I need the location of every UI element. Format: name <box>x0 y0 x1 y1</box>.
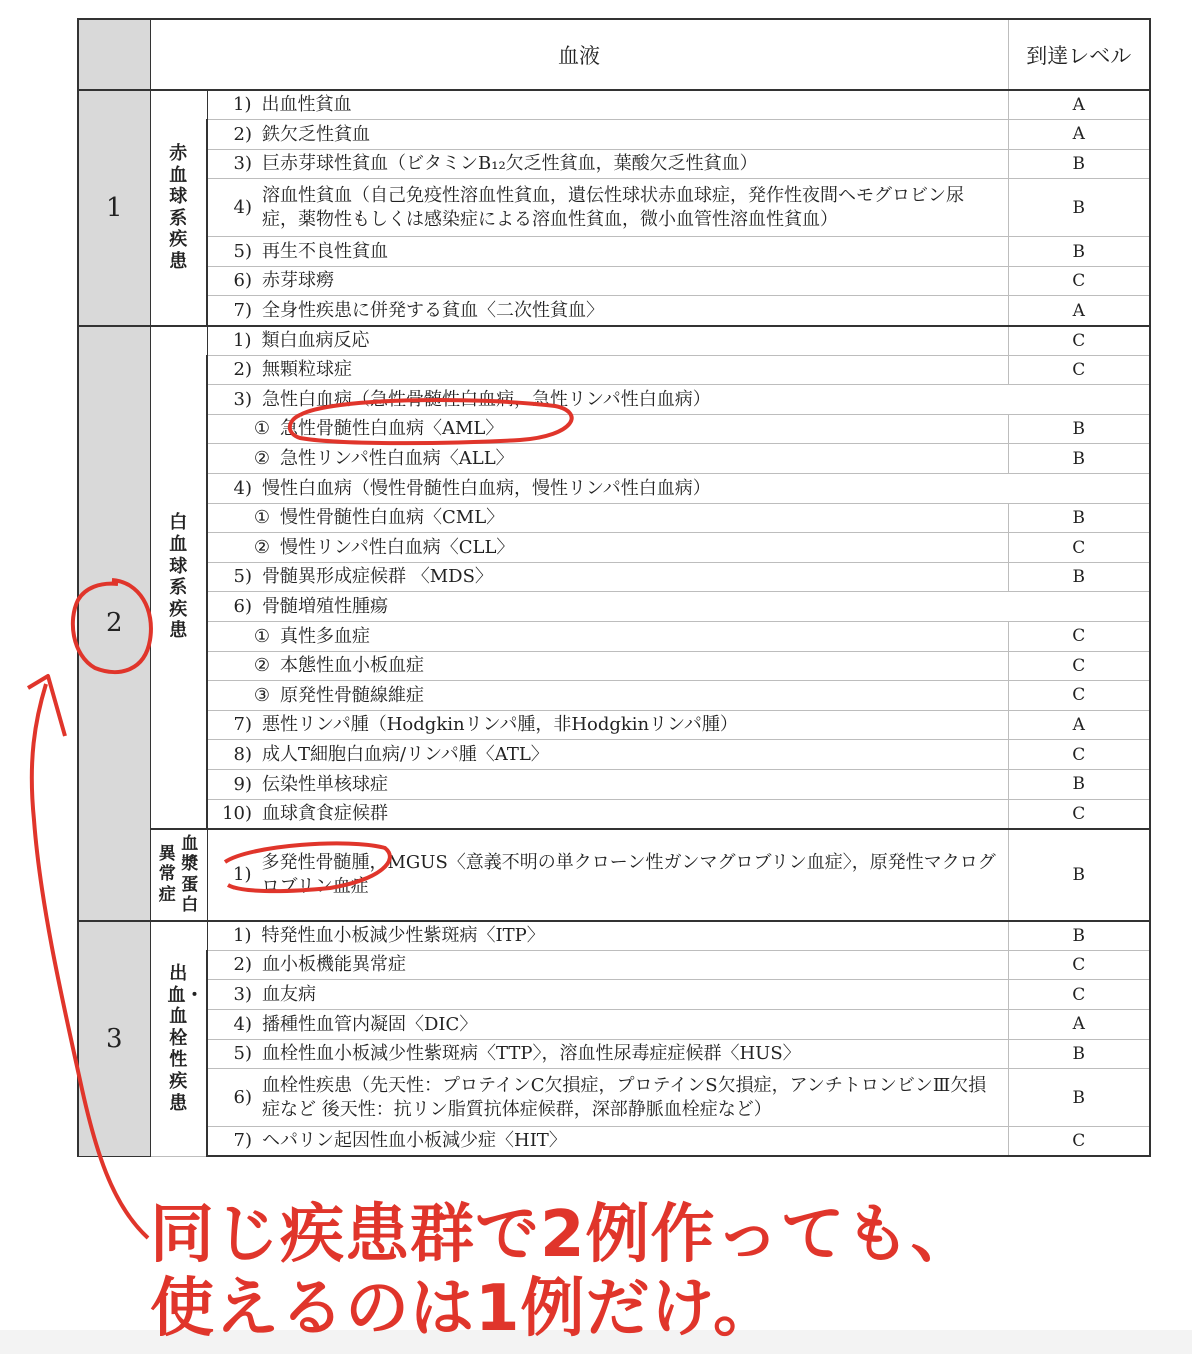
item-level: C <box>1008 681 1150 711</box>
item-row <box>220 1129 1008 1152</box>
item-text: 血小板機能異常症 <box>262 954 406 976</box>
item-number: 5) <box>233 1043 252 1065</box>
item-text: 特発性血小板減少性紫斑病〈ITP〉 <box>261 925 545 946</box>
group-number: 2 <box>78 326 150 921</box>
item-cell <box>207 237 1008 267</box>
item-cell <box>207 592 1150 622</box>
table-row <box>78 179 1150 237</box>
item-cell <box>207 1039 1008 1069</box>
table-row <box>78 592 1150 622</box>
table-row <box>78 444 1150 474</box>
item-cell <box>207 179 1008 237</box>
table-row <box>78 1069 1150 1127</box>
item-row <box>220 184 1008 231</box>
item-cell <box>207 1009 1008 1039</box>
group-category <box>150 921 207 1157</box>
item-row <box>220 1013 1008 1036</box>
item-level: C <box>1008 799 1150 829</box>
table-row <box>78 769 1150 799</box>
item-number: 3) <box>233 153 252 175</box>
item-cell <box>207 740 1008 770</box>
item-level: B <box>1008 921 1150 951</box>
table-row <box>78 622 1150 652</box>
table-row <box>78 799 1150 829</box>
item-row <box>220 953 1008 976</box>
table-row <box>78 355 1150 385</box>
item-cell <box>207 444 1008 474</box>
item-row <box>220 983 1008 1006</box>
group-category-label: 赤血球系疾患 <box>169 143 188 272</box>
item-text: 多発性骨髄腫，MGUS〈意義不明の単クローン性ガンマグロブリン血症〉，原発性マクログロブリン血症 <box>261 852 996 897</box>
item-text: 慢性白血病（慢性骨髄性白血病，慢性リンパ性白血病） <box>262 477 711 499</box>
group-category-label: 出血・血栓性疾患 <box>167 963 204 1114</box>
item-number: 10) <box>222 802 252 824</box>
item-row <box>220 477 1149 500</box>
item-level: B <box>1008 769 1150 799</box>
item-text: 類白血病反応 <box>261 329 370 351</box>
item-level: C <box>1008 533 1150 563</box>
table-row <box>78 710 1150 740</box>
item-text: 無顆粒球症 <box>262 359 352 381</box>
item-number: 8) <box>233 743 252 765</box>
item-sub-number: ③ <box>253 684 270 706</box>
item-number: 6) <box>233 270 252 292</box>
item-level: C <box>1008 980 1150 1010</box>
item-sub-number: ① <box>253 625 270 647</box>
item-cell <box>207 414 1008 444</box>
item-cell <box>207 503 1008 533</box>
item-number: 7) <box>233 299 252 321</box>
item-number: 2) <box>233 954 252 976</box>
item-text: 鉄欠乏性貧血 <box>262 123 370 145</box>
item-row <box>220 123 1008 146</box>
item-text: 伝染性単核球症 <box>262 773 388 795</box>
item-level: A <box>1008 90 1150 120</box>
item-text: 急性白血病（急性骨髄性白血病，急性リンパ性白血病） <box>262 388 711 410</box>
item-level: C <box>1008 950 1150 980</box>
item-cell <box>207 681 1008 711</box>
item-number: 4) <box>233 477 252 499</box>
item-row <box>220 358 1008 381</box>
item-number: 6) <box>233 596 252 617</box>
annotation-caption <box>150 1198 1170 1346</box>
item-number: 1) <box>233 329 252 351</box>
item-text: 巨赤芽球性貧血（ビタミンB₁₂欠乏性貧血，葉酸欠乏性貧血） <box>262 153 758 175</box>
header-row <box>78 19 1150 90</box>
group-number: 1 <box>78 90 150 326</box>
item-text: 真性多血症 <box>280 625 370 647</box>
item-cell <box>207 149 1008 179</box>
item-text: 急性リンパ性白血病〈ALL〉 <box>280 448 514 470</box>
item-level: B <box>1008 562 1150 592</box>
item-number: 5) <box>233 240 252 262</box>
table-row <box>78 1009 1150 1039</box>
item-row <box>220 536 1008 559</box>
item-cell <box>207 622 1008 652</box>
item-cell <box>207 355 1008 385</box>
item-cell <box>207 562 1008 592</box>
item-number: 3) <box>233 983 252 1005</box>
item-level: A <box>1008 120 1150 150</box>
table-row <box>78 950 1150 980</box>
item-level: C <box>1008 326 1150 356</box>
table-row <box>78 474 1150 504</box>
plasma-category <box>150 829 207 921</box>
table-row <box>78 1039 1150 1069</box>
item-level: C <box>1008 1127 1150 1157</box>
item-number: 9) <box>233 773 252 795</box>
item-level: C <box>1008 355 1150 385</box>
item-cell <box>207 710 1008 740</box>
item-cell <box>207 1127 1008 1157</box>
item-level: A <box>1008 296 1150 326</box>
item-number: 4) <box>233 197 252 219</box>
item-row <box>220 299 1008 322</box>
item-cell <box>207 651 1008 681</box>
table-row <box>78 385 1150 415</box>
item-sub-number: ② <box>253 655 270 677</box>
item-row <box>220 851 1008 898</box>
item-number: 5) <box>233 566 252 588</box>
item-number: 2) <box>233 123 252 145</box>
item-cell <box>207 769 1008 799</box>
group-category <box>150 326 207 829</box>
item-row <box>220 447 1008 470</box>
item-level: B <box>1008 444 1150 474</box>
table-row <box>78 533 1150 563</box>
table-row <box>78 414 1150 444</box>
item-level: B <box>1008 179 1150 237</box>
item-sub-number: ② <box>253 536 270 558</box>
item-number: 1) <box>233 925 252 946</box>
item-row <box>220 329 1008 352</box>
item-row <box>220 1042 1008 1065</box>
table-row <box>78 120 1150 150</box>
item-number: 7) <box>233 1130 252 1152</box>
item-row <box>220 565 1008 588</box>
plasma-category-col1: 異常症 <box>158 844 176 905</box>
item-cell <box>207 120 1008 150</box>
item-text: 悪性リンパ腫（Hodgkinリンパ腫，非Hodgkinリンパ腫） <box>262 714 738 736</box>
table-row <box>78 651 1150 681</box>
plasma-item-cell <box>207 829 1008 921</box>
item-level: C <box>1008 651 1150 681</box>
item-text: 赤芽球癆 <box>262 270 334 292</box>
blood-disease-table <box>77 18 1151 1157</box>
item-text: 血栓性血小板減少性紫斑病〈TTP〉，溶血性尿毒症症候群〈HUS〉 <box>262 1043 801 1065</box>
item-row <box>220 684 1008 707</box>
item-row <box>220 654 1008 677</box>
caption-line-2: 使えるのは1例だけ。 <box>150 1272 778 1346</box>
header-title: 血液 <box>150 19 1008 90</box>
item-row <box>220 240 1008 263</box>
item-text: 血球貪食症候群 <box>262 802 388 824</box>
table-row <box>78 503 1150 533</box>
item-cell <box>207 296 1008 326</box>
item-level: C <box>1008 266 1150 296</box>
item-cell <box>207 385 1150 415</box>
item-number: 3) <box>233 388 252 410</box>
table-row <box>78 90 1150 120</box>
item-row <box>220 924 1008 947</box>
item-cell <box>207 921 1008 951</box>
item-row <box>220 417 1008 440</box>
item-number: 7) <box>233 714 252 736</box>
item-level: B <box>1008 1039 1150 1069</box>
item-level: B <box>1008 149 1150 179</box>
table-row <box>78 980 1150 1010</box>
item-row <box>220 743 1008 766</box>
item-sub-number: ① <box>253 507 270 529</box>
table-row <box>78 562 1150 592</box>
item-level: A <box>1008 710 1150 740</box>
table-row <box>78 326 1150 356</box>
item-text: 骨髄異形成症候群 〈MDS〉 <box>262 566 493 588</box>
group-category-label: 白血球系疾患 <box>169 512 188 642</box>
item-cell <box>207 950 1008 980</box>
item-text: 溶血性貧血（自己免疫性溶血性貧血，遺伝性球状赤血球症，発作性夜間ヘモグロビン尿症，薬物性もしくは感染症による溶血性貧血，微小血管性溶血性貧血） <box>262 185 964 230</box>
item-text: 慢性骨髄性白血病〈CML〉 <box>280 507 505 529</box>
item-row <box>220 802 1008 825</box>
table-row <box>78 237 1150 267</box>
arrow-head <box>28 676 65 736</box>
item-text: 播種性血管内凝固〈DIC〉 <box>262 1013 478 1035</box>
item-text: 慢性リンパ性白血病〈CLL〉 <box>280 536 515 558</box>
item-cell <box>207 799 1008 829</box>
item-row <box>220 595 1149 618</box>
item-row <box>220 152 1008 175</box>
item-sub-number: ① <box>253 418 270 440</box>
group-number: 3 <box>78 921 150 1157</box>
table-row <box>78 681 1150 711</box>
item-text: 本態性血小板血症 <box>280 655 424 677</box>
header-number-cell <box>78 19 150 90</box>
item-cell <box>207 533 1008 563</box>
item-row <box>220 1074 1008 1121</box>
item-level: C <box>1008 740 1150 770</box>
item-row <box>220 713 1008 736</box>
item-text: 成人T細胞白血病/リンパ腫〈ATL〉 <box>262 743 549 765</box>
plasma-category-box <box>151 834 207 916</box>
item-number: 1) <box>233 863 252 885</box>
item-text: 血栓性疾患（先天性：プロテインC欠損症，プロテインS欠損症，アンチトロンビンⅢ欠損症など 後天性：抗リン脂質抗体症候群，深部静脈血栓症など） <box>262 1075 987 1120</box>
plasma-category-col2: 血漿蛋白 <box>181 833 199 916</box>
item-number: 4) <box>233 1013 252 1035</box>
table-row <box>78 296 1150 326</box>
group-category <box>150 90 207 326</box>
item-text: 出血性貧血 <box>261 94 352 116</box>
item-row <box>220 773 1008 796</box>
item-level: C <box>1008 622 1150 652</box>
table-row <box>78 921 1150 951</box>
item-row <box>220 506 1008 529</box>
item-level: B <box>1008 237 1150 267</box>
item-cell <box>207 980 1008 1010</box>
item-text: 再生不良性貧血 <box>262 240 388 262</box>
item-cell <box>207 1069 1008 1127</box>
item-row <box>220 93 1008 116</box>
item-number: 6) <box>233 1086 252 1108</box>
item-cell <box>207 474 1150 504</box>
item-text: 急性骨髄性白血病〈AML〉 <box>280 418 504 440</box>
item-level: B <box>1008 1069 1150 1127</box>
table-row <box>78 266 1150 296</box>
table-row <box>78 740 1150 770</box>
table-row <box>78 149 1150 179</box>
caption-line-1: 同じ疾患群で2例作っても、 <box>150 1198 976 1272</box>
item-cell <box>207 90 1008 120</box>
item-number: 1) <box>233 94 252 116</box>
item-text: 骨髄増殖性腫瘍 <box>262 596 388 617</box>
item-text: ヘパリン起因性血小板減少症〈HIT〉 <box>262 1130 567 1152</box>
item-text: 原発性骨髄線維症 <box>280 684 424 706</box>
item-row <box>220 388 1149 411</box>
item-level: B <box>1008 503 1150 533</box>
item-level: B <box>1008 829 1150 921</box>
header-level: 到達レベル <box>1008 19 1150 90</box>
item-cell <box>207 326 1008 356</box>
item-row <box>220 625 1008 648</box>
item-number: 2) <box>233 359 252 381</box>
table-row-plasma <box>78 829 1150 921</box>
item-level: A <box>1008 1009 1150 1039</box>
item-text: 血友病 <box>262 983 316 1005</box>
item-cell <box>207 266 1008 296</box>
item-row <box>220 269 1008 292</box>
table-row <box>78 1127 1150 1157</box>
item-sub-number: ② <box>253 448 270 470</box>
item-text: 全身性疾患に併発する貧血〈二次性貧血〉 <box>262 299 604 321</box>
item-level: B <box>1008 414 1150 444</box>
